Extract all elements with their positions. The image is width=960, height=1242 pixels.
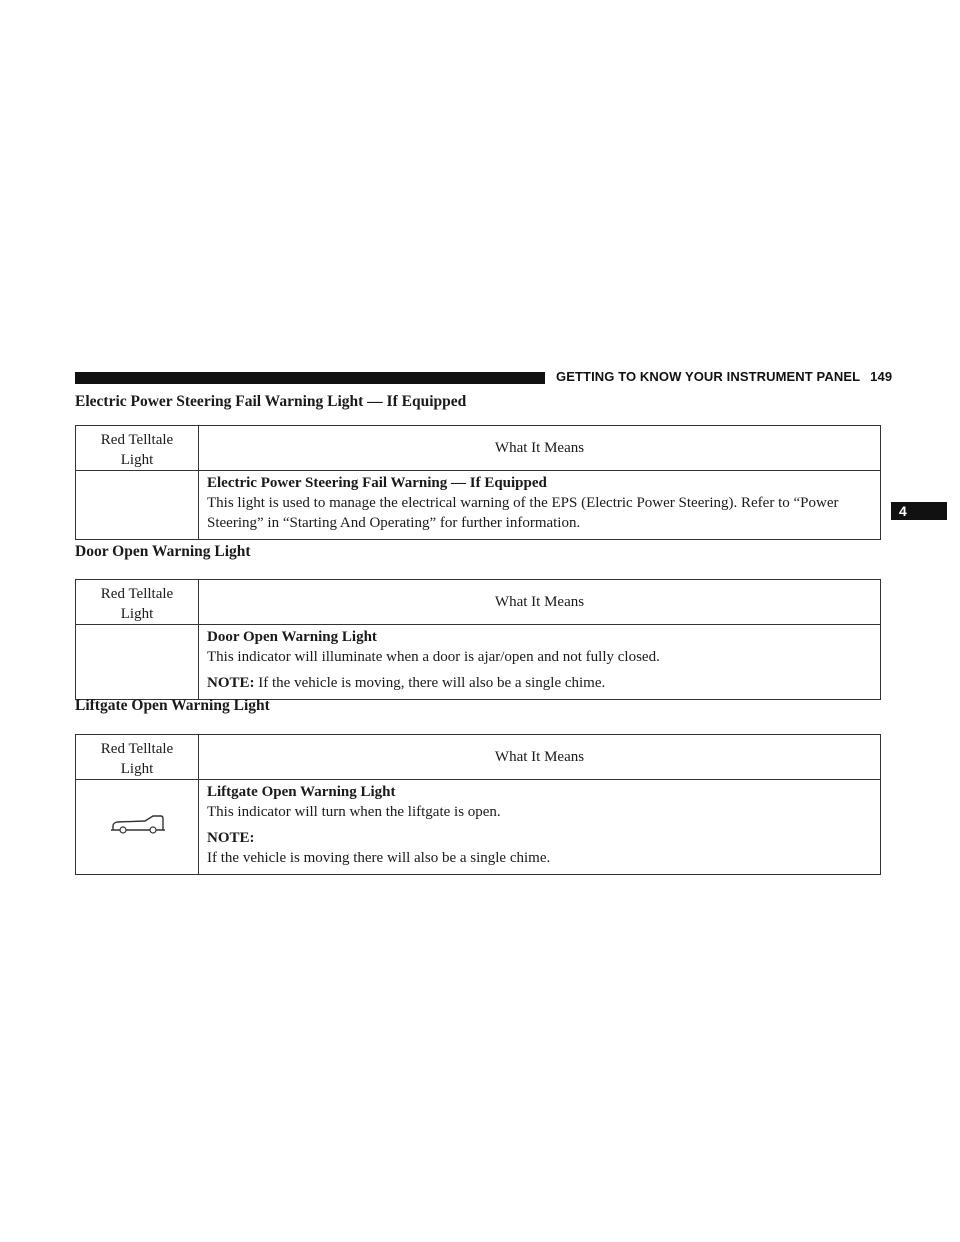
telltale-icon-cell (76, 471, 199, 540)
entry-text: This light is used to manage the electrical warning of the EPS (Electric Power Steering). Refer to “Power Steering” in “Starting And Operating” for further information. (207, 495, 839, 531)
entry-title: Liftgate Open Warning Light (207, 784, 396, 800)
meaning-cell (199, 471, 881, 540)
col-header-meaning: What It Means (199, 735, 881, 780)
liftgate-open-icon (107, 813, 167, 835)
telltale-icon-cell (76, 625, 199, 700)
section-title-door: Door Open Warning Light (75, 543, 251, 560)
col-header-telltale (76, 735, 199, 780)
note-label: NOTE: (207, 675, 255, 691)
section-title-liftgate: Liftgate Open Warning Light (75, 697, 270, 714)
telltale-icon-cell (76, 780, 199, 875)
col-header-line1: Red Telltale (100, 586, 174, 602)
entry-text: This indicator will illuminate when a door is ajar/open and not fully closed. (207, 649, 660, 665)
entry-text: This indicator will turn when the liftgate is open. (207, 804, 501, 820)
entry-title: Door Open Warning Light (207, 629, 377, 645)
note-text: If the vehicle is moving, there will also be a single chime. (258, 675, 606, 691)
chapter-tab: 4 (891, 502, 947, 520)
col-header-line2: Light (120, 452, 154, 468)
running-header (556, 369, 892, 384)
chapter-title: GETTING TO KNOW YOUR INSTRUMENT PANEL (556, 369, 861, 384)
col-header-meaning: What It Means (199, 580, 881, 625)
entry-title: Electric Power Steering Fail Warning — If Equipped (207, 475, 547, 491)
page-number: 149 (870, 369, 893, 384)
col-header-line2: Light (120, 606, 154, 622)
col-header-telltale (76, 426, 199, 471)
note-text: If the vehicle is moving there will also be a single chime. (207, 850, 551, 866)
header-rule (75, 372, 545, 384)
meaning-cell (199, 625, 881, 700)
section-title-eps: Electric Power Steering Fail Warning Light — If Equipped (75, 393, 467, 410)
note-label: NOTE: (207, 830, 255, 846)
col-header-meaning: What It Means (199, 426, 881, 471)
col-header-line1: Red Telltale (100, 432, 174, 448)
note (207, 673, 872, 693)
telltale-table-door (75, 579, 881, 700)
telltale-table-eps (75, 425, 881, 540)
col-header-line2: Light (120, 761, 154, 777)
col-header-telltale (76, 580, 199, 625)
col-header-line1: Red Telltale (100, 741, 174, 757)
meaning-cell (199, 780, 881, 875)
telltale-table-liftgate (75, 734, 881, 875)
